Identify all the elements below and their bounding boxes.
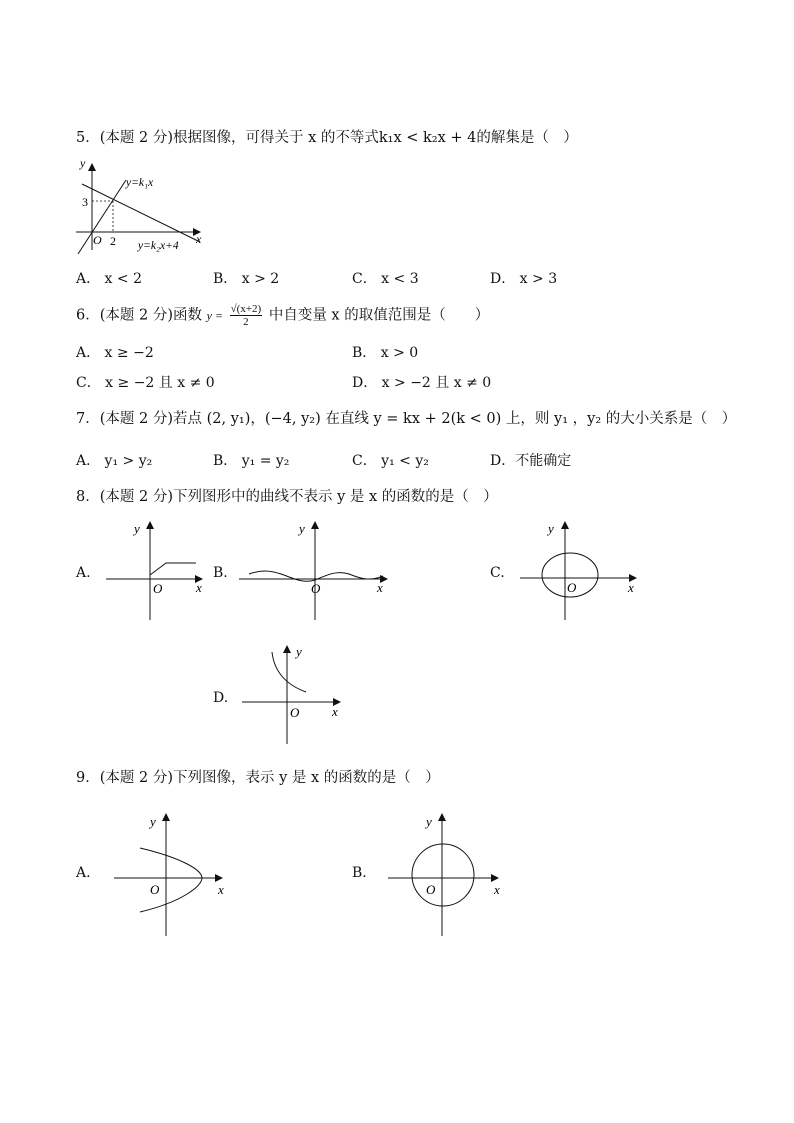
q8-c-x-label: x [628, 580, 634, 595]
q6-fraction [230, 303, 263, 328]
q5-option-c: C． x < 3 [352, 271, 419, 287]
q5-origin-label: O [93, 233, 102, 247]
q6-formula-denominator: 2 [243, 316, 249, 328]
q6-formula-lhs: y = [206, 308, 224, 323]
q5-tick-x: 2 [110, 234, 116, 248]
q7-option-a: A． y₁ > y₂ [76, 453, 153, 469]
q6-option-b: B． x > 0 [352, 345, 419, 361]
q6-formula-numerator: √(x+2) [230, 303, 262, 315]
q8-d-x-label: x [332, 704, 338, 719]
q9-a-origin-label: O [150, 882, 160, 897]
q8-a-x-label: x [196, 580, 202, 595]
q9-b-curve [412, 844, 474, 906]
q5-label-k1: y=k₁x [126, 177, 154, 189]
q8-b-y-label: y [299, 521, 305, 536]
q9-stem: 9．(本题 2 分)下列图像，表示 y 是 x 的函数的是（ ） [76, 770, 440, 786]
q9-option-b-letter: B. [352, 865, 367, 881]
q5-stem: 5．(本题 2 分)根据图像，可得关于 x 的不等式k₁x < k₂x + 4的解集是（ ） [76, 130, 578, 146]
q8-d-y-label: y [296, 644, 302, 659]
q6-option-c: C． x ≥ −2 且 x ≠ 0 [76, 375, 215, 391]
q7-stem: 7．(本题 2 分)若点 (2, y₁)，(−4, y₂) 在直线 y = kx + 2(k < 0) 上，则 y₁ ，y₂ 的大小关系是（ ） [76, 411, 737, 427]
q8-option-b-letter: B. [213, 565, 228, 581]
q5-axis-y-label: y [80, 156, 86, 170]
q6-option-d: D． x > −2 且 x ≠ 0 [352, 375, 492, 391]
q9-graph-b [386, 810, 506, 938]
q9-b-x-label: x [494, 882, 500, 897]
q5-option-d: D． x > 3 [490, 271, 558, 287]
q7-option-c: C． y₁ < y₂ [352, 453, 429, 469]
q5-line-k1 [78, 180, 126, 254]
q9-a-y-label: y [150, 814, 156, 829]
q8-option-d-letter: D. [213, 690, 229, 706]
q6-stem [76, 303, 489, 328]
q7-option-d: D．不能确定 [490, 453, 572, 469]
q8-option-a-letter: A. [76, 565, 91, 581]
q5-option-b: B． x > 2 [213, 271, 280, 287]
q9-b-origin-label: O [426, 882, 436, 897]
q5-axis-x-label: x [196, 232, 202, 246]
q5-graph [70, 158, 220, 254]
q9-option-a-letter: A. [76, 865, 91, 881]
q8-graph-a [104, 518, 208, 622]
q8-a-y-label: y [134, 521, 140, 536]
q9-a-curve [140, 848, 202, 912]
q9-b-y-label: y [426, 814, 432, 829]
q8-b-x-label: x [377, 580, 383, 595]
q9-a-x-label: x [218, 882, 224, 897]
q8-b-origin-label: O [311, 581, 321, 596]
q8-a-curve [150, 563, 196, 575]
q7-option-b: B． y₁ = y₂ [213, 453, 290, 469]
q8-a-origin-label: O [153, 581, 163, 596]
q8-graph-d [240, 642, 348, 746]
q8-stem: 8．(本题 2 分)下列图形中的曲线不表示 y 是 x 的函数的是（ ） [76, 489, 498, 505]
q8-graph-c [518, 518, 642, 622]
q9-graph-a [112, 810, 232, 938]
q8-d-origin-label: O [290, 705, 300, 720]
q8-graph-b [237, 518, 393, 622]
q6-option-a: A． x ≥ −2 [76, 345, 154, 361]
q6-stem-post: 中自变量 x 的取值范围是（ ） [268, 307, 490, 324]
q5-tick-y: 3 [82, 195, 88, 209]
q8-c-origin-label: O [567, 580, 577, 595]
q8-b-curve [249, 571, 383, 581]
q5-label-k2: y=k₂x+4 [138, 240, 179, 252]
q5-option-a: A． x < 2 [76, 271, 142, 287]
q8-c-y-label: y [548, 521, 554, 536]
q8-option-c-letter: C. [490, 565, 505, 581]
q6-stem-pre: 6．(本题 2 分)函数 [76, 307, 202, 324]
